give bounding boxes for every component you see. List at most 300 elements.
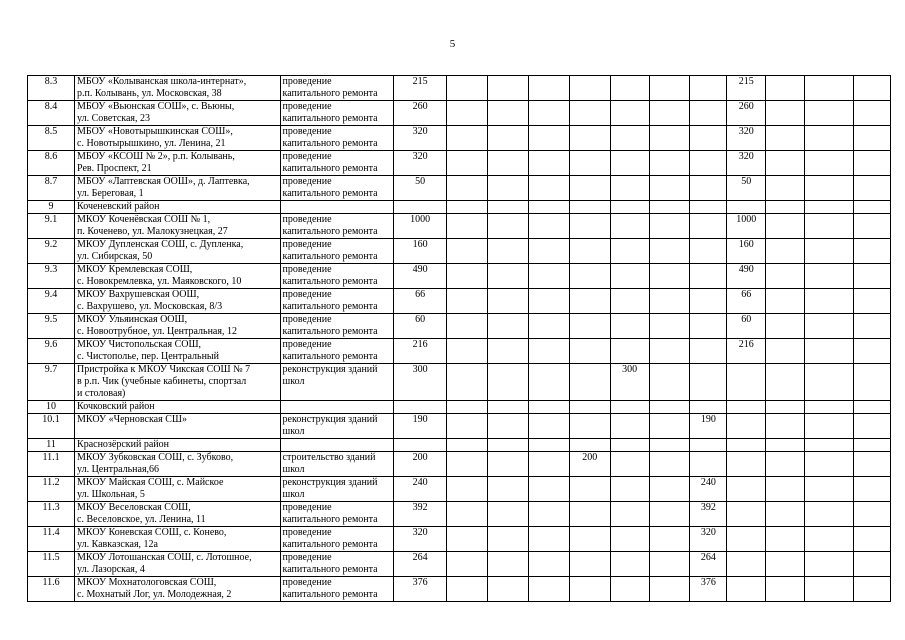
empty-cell	[649, 239, 690, 264]
empty-cell	[447, 289, 488, 314]
year-amount: 376	[690, 577, 727, 602]
total-amount: 1000	[394, 214, 447, 239]
empty-cell	[528, 126, 569, 151]
empty-cell	[690, 289, 727, 314]
work-type	[280, 176, 393, 201]
table-row	[28, 289, 891, 314]
empty-cell	[569, 214, 610, 239]
empty-cell	[854, 201, 891, 214]
row-number: 11.6	[28, 577, 75, 602]
year-amount: 216	[727, 339, 766, 364]
empty-cell	[649, 577, 690, 602]
empty-cell	[488, 339, 529, 364]
total-amount: 392	[394, 502, 447, 527]
object-name-line: Кочковский район	[77, 401, 155, 412]
empty-cell	[610, 126, 649, 151]
empty-cell	[804, 527, 853, 552]
total-amount: 376	[394, 577, 447, 602]
total-amount: 300	[394, 364, 447, 401]
object-name	[75, 477, 281, 502]
empty-cell	[854, 176, 891, 201]
empty-cell	[569, 577, 610, 602]
work-type-line: проведение	[282, 314, 332, 325]
empty-cell	[690, 239, 727, 264]
row-number: 8.6	[28, 151, 75, 176]
row-number: 10	[28, 401, 75, 414]
empty-cell	[804, 477, 853, 502]
row-number: 11	[28, 439, 75, 452]
empty-cell	[488, 126, 529, 151]
work-type-line: капитального ремонта	[282, 514, 378, 525]
object-name-line: ул. Центральная,66	[77, 464, 160, 475]
empty-cell	[447, 477, 488, 502]
empty-cell	[528, 527, 569, 552]
empty-cell	[690, 214, 727, 239]
object-name-line: в р.п. Чик (учебные кабинеты, спортзал	[77, 376, 247, 387]
object-name-line: с. Новокремлевка, ул. Маяковского, 10	[77, 276, 242, 287]
empty-cell	[766, 414, 805, 439]
object-name-line: МКОУ «Черновская СШ»	[77, 414, 187, 425]
year-amount: 320	[690, 527, 727, 552]
work-type-line: проведение	[282, 239, 332, 250]
work-type	[280, 76, 393, 101]
work-type-line: капитального ремонта	[282, 589, 378, 600]
year-amount: 240	[690, 477, 727, 502]
empty-cell	[528, 552, 569, 577]
empty-cell	[854, 289, 891, 314]
work-type	[280, 264, 393, 289]
work-type	[280, 289, 393, 314]
empty-cell	[766, 101, 805, 126]
empty-cell	[804, 414, 853, 439]
empty-cell	[766, 552, 805, 577]
empty-cell	[528, 101, 569, 126]
empty-cell	[854, 314, 891, 339]
empty-cell	[447, 126, 488, 151]
object-name-line: МБОУ «Колыванская школа-интернат»,	[77, 76, 247, 87]
empty-cell	[766, 264, 805, 289]
empty-cell	[447, 527, 488, 552]
empty-cell	[854, 151, 891, 176]
total-amount: 60	[394, 314, 447, 339]
empty-cell	[528, 477, 569, 502]
object-name-line: с. Мохнатый Лог, ул. Молодежная, 2	[77, 589, 232, 600]
empty-cell	[727, 577, 766, 602]
empty-cell	[649, 201, 690, 214]
empty-cell	[649, 126, 690, 151]
empty-cell	[727, 452, 766, 477]
empty-cell	[569, 201, 610, 214]
work-type	[280, 414, 393, 439]
object-name-line: и столовая)	[77, 388, 126, 399]
empty-cell	[649, 101, 690, 126]
empty-cell	[610, 339, 649, 364]
empty-cell	[690, 126, 727, 151]
empty-cell	[528, 364, 569, 401]
row-number: 9.1	[28, 214, 75, 239]
empty-cell	[649, 76, 690, 101]
year-amount: 200	[569, 452, 610, 477]
empty-cell	[488, 452, 529, 477]
table-body	[28, 76, 891, 602]
empty-cell	[649, 414, 690, 439]
object-name-line: МБОУ «Новотырышкинская СОШ»,	[77, 126, 233, 137]
object-name-line: МКОУ Зубковская СОШ, с. Зубково,	[77, 452, 234, 463]
table-row	[28, 452, 891, 477]
empty-cell	[854, 214, 891, 239]
empty-cell	[447, 264, 488, 289]
table-row	[28, 414, 891, 439]
empty-cell	[649, 502, 690, 527]
empty-cell	[447, 239, 488, 264]
year-amount: 1000	[727, 214, 766, 239]
empty-cell	[528, 214, 569, 239]
empty-cell	[766, 151, 805, 176]
object-name-line: с. Новотырышкино, ул. Ленина, 21	[77, 138, 226, 149]
work-type-line: проведение	[282, 502, 332, 513]
work-type-line: капитального ремонта	[282, 351, 378, 362]
district-name	[75, 439, 281, 452]
work-type	[280, 364, 393, 401]
work-type-line: проведение	[282, 126, 332, 137]
work-type-line: проведение	[282, 264, 332, 275]
table-row	[28, 176, 891, 201]
object-name-line: п. Коченево, ул. Малокузнецкая, 27	[77, 226, 228, 237]
work-type-line: проведение	[282, 101, 332, 112]
empty-cell	[488, 577, 529, 602]
empty-cell	[528, 439, 569, 452]
empty-cell	[488, 401, 529, 414]
table-row	[28, 151, 891, 176]
year-amount: 50	[727, 176, 766, 201]
year-amount: 190	[690, 414, 727, 439]
object-name	[75, 264, 281, 289]
empty-cell	[610, 314, 649, 339]
work-type	[280, 527, 393, 552]
empty-cell	[854, 502, 891, 527]
object-name-line: ул. Лазорская, 4	[77, 564, 145, 575]
empty-cell	[488, 264, 529, 289]
object-name	[75, 577, 281, 602]
empty-cell	[610, 439, 649, 452]
empty-cell	[569, 502, 610, 527]
object-name-line: МКОУ Лотошанская СОШ, с. Лотошное,	[77, 552, 252, 563]
empty-cell	[488, 76, 529, 101]
work-type	[280, 214, 393, 239]
row-number: 8.3	[28, 76, 75, 101]
table-row	[28, 214, 891, 239]
year-amount: 260	[727, 101, 766, 126]
empty-cell	[610, 414, 649, 439]
empty-cell	[727, 477, 766, 502]
empty-cell	[528, 314, 569, 339]
object-name-line: МКОУ Веселовская СОШ,	[77, 502, 191, 513]
object-name-line: МКОУ Коневская СОШ, с. Конево,	[77, 527, 227, 538]
empty-cell	[804, 214, 853, 239]
empty-cell	[447, 214, 488, 239]
empty-cell	[766, 577, 805, 602]
empty-cell	[528, 339, 569, 364]
empty-cell	[766, 439, 805, 452]
work-type-line: капитального ремонта	[282, 88, 378, 99]
empty-cell	[488, 314, 529, 339]
year-amount: 264	[690, 552, 727, 577]
work-type-line: школ	[282, 464, 305, 475]
total-amount: 66	[394, 289, 447, 314]
object-name-line: МКОУ Дупленская СОШ, с. Дупленка,	[77, 239, 244, 250]
object-name	[75, 527, 281, 552]
district-name	[75, 401, 281, 414]
empty-cell	[528, 577, 569, 602]
work-type-line: школ	[282, 489, 305, 500]
work-type-line: капитального ремонта	[282, 113, 378, 124]
empty-cell	[690, 401, 727, 414]
work-type-line: капитального ремонта	[282, 163, 378, 174]
empty-cell	[766, 527, 805, 552]
object-name	[75, 502, 281, 527]
empty-cell	[569, 76, 610, 101]
empty-cell	[766, 401, 805, 414]
row-number: 9.6	[28, 339, 75, 364]
object-name-line: МКОУ Вахрушевская ООШ,	[77, 289, 200, 300]
empty-cell	[280, 401, 393, 414]
empty-cell	[528, 502, 569, 527]
year-amount: 60	[727, 314, 766, 339]
empty-cell	[766, 289, 805, 314]
empty-cell	[727, 201, 766, 214]
object-name-line: с. Вахрушево, ул. Московская, 8/3	[77, 301, 223, 312]
empty-cell	[804, 452, 853, 477]
empty-cell	[610, 452, 649, 477]
empty-cell	[488, 289, 529, 314]
object-name-line: МБОУ «Лаптевская ООШ», д. Лаптевка,	[77, 176, 250, 187]
empty-cell	[854, 527, 891, 552]
table-row	[28, 364, 891, 401]
empty-cell	[447, 339, 488, 364]
empty-cell	[854, 264, 891, 289]
empty-cell	[447, 439, 488, 452]
work-type-line: проведение	[282, 176, 332, 187]
empty-cell	[610, 552, 649, 577]
empty-cell	[649, 289, 690, 314]
empty-cell	[528, 176, 569, 201]
empty-cell	[854, 552, 891, 577]
empty-cell	[804, 176, 853, 201]
empty-cell	[610, 239, 649, 264]
table-row	[28, 339, 891, 364]
empty-cell	[690, 314, 727, 339]
total-amount: 190	[394, 414, 447, 439]
row-number: 11.1	[28, 452, 75, 477]
object-name	[75, 339, 281, 364]
empty-cell	[854, 414, 891, 439]
year-amount: 160	[727, 239, 766, 264]
empty-cell	[610, 76, 649, 101]
empty-cell	[488, 527, 529, 552]
empty-cell	[610, 201, 649, 214]
empty-cell	[649, 401, 690, 414]
empty-cell	[804, 151, 853, 176]
empty-cell	[488, 176, 529, 201]
empty-cell	[804, 101, 853, 126]
empty-cell	[854, 439, 891, 452]
work-type-line: школ	[282, 376, 305, 387]
table-row	[28, 76, 891, 101]
object-name-line: Краснозёрский район	[77, 439, 169, 450]
table-row	[28, 126, 891, 151]
total-amount: 50	[394, 176, 447, 201]
work-type-line: проведение	[282, 151, 332, 162]
row-number: 10.1	[28, 414, 75, 439]
work-type	[280, 339, 393, 364]
work-type	[280, 314, 393, 339]
object-name-line: МКОУ Кремлевская СОШ,	[77, 264, 193, 275]
object-name	[75, 552, 281, 577]
object-name	[75, 176, 281, 201]
empty-cell	[854, 577, 891, 602]
empty-cell	[690, 201, 727, 214]
work-type-line: проведение	[282, 214, 332, 225]
table-row	[28, 552, 891, 577]
empty-cell	[727, 439, 766, 452]
empty-cell	[854, 339, 891, 364]
total-amount: 320	[394, 151, 447, 176]
page-number: 5	[449, 38, 456, 50]
total-amount: 320	[394, 527, 447, 552]
object-name-line: МКОУ Ульяинская ООШ,	[77, 314, 188, 325]
work-type-line: проведение	[282, 552, 332, 563]
table-row	[28, 577, 891, 602]
work-type	[280, 577, 393, 602]
total-amount: 215	[394, 76, 447, 101]
empty-cell	[690, 151, 727, 176]
empty-cell	[447, 201, 488, 214]
empty-cell	[727, 401, 766, 414]
row-number: 9	[28, 201, 75, 214]
row-number: 11.5	[28, 552, 75, 577]
work-type-line: капитального ремонта	[282, 301, 378, 312]
total-amount: 216	[394, 339, 447, 364]
empty-cell	[766, 502, 805, 527]
empty-cell	[569, 339, 610, 364]
object-name-line: МКОУ Коченёвская СОШ № 1,	[77, 214, 211, 225]
object-name	[75, 101, 281, 126]
empty-cell	[690, 452, 727, 477]
empty-cell	[569, 239, 610, 264]
empty-cell	[569, 364, 610, 401]
work-type	[280, 151, 393, 176]
empty-cell	[727, 414, 766, 439]
object-name-line: МКОУ Мохнатологовская СОШ,	[77, 577, 217, 588]
empty-cell	[569, 101, 610, 126]
work-type-line: реконструкция зданий	[282, 364, 378, 375]
empty-cell	[280, 439, 393, 452]
empty-cell	[804, 439, 853, 452]
empty-cell	[610, 502, 649, 527]
district-name	[75, 201, 281, 214]
table-row	[28, 239, 891, 264]
empty-cell	[804, 239, 853, 264]
table-row	[28, 101, 891, 126]
empty-cell	[280, 201, 393, 214]
year-amount: 215	[727, 76, 766, 101]
empty-cell	[610, 264, 649, 289]
empty-cell	[854, 126, 891, 151]
object-name-line: ул. Кавказская, 12а	[77, 539, 158, 550]
empty-cell	[447, 502, 488, 527]
object-name-line: МКОУ Чистопольская СОШ,	[77, 339, 202, 350]
work-type	[280, 452, 393, 477]
empty-cell	[569, 176, 610, 201]
empty-cell	[488, 151, 529, 176]
empty-cell	[649, 552, 690, 577]
empty-cell	[610, 214, 649, 239]
object-name	[75, 214, 281, 239]
object-name	[75, 289, 281, 314]
empty-cell	[528, 289, 569, 314]
empty-cell	[804, 401, 853, 414]
empty-cell	[766, 176, 805, 201]
total-amount: 490	[394, 264, 447, 289]
work-type	[280, 126, 393, 151]
empty-cell	[610, 401, 649, 414]
work-type	[280, 502, 393, 527]
object-name-line: ул. Советская, 23	[77, 113, 151, 124]
empty-cell	[528, 201, 569, 214]
empty-cell	[447, 314, 488, 339]
table-row	[28, 264, 891, 289]
empty-cell	[854, 477, 891, 502]
empty-cell	[649, 151, 690, 176]
empty-cell	[528, 414, 569, 439]
empty-cell	[610, 527, 649, 552]
empty-cell	[766, 452, 805, 477]
empty-cell	[569, 264, 610, 289]
object-name-line: МКОУ Майская СОШ, с. Майское	[77, 477, 224, 488]
empty-cell	[690, 439, 727, 452]
empty-cell	[649, 314, 690, 339]
empty-cell	[610, 101, 649, 126]
empty-cell	[488, 552, 529, 577]
row-number: 11.4	[28, 527, 75, 552]
empty-cell	[447, 577, 488, 602]
empty-cell	[394, 401, 447, 414]
work-type	[280, 552, 393, 577]
empty-cell	[766, 477, 805, 502]
object-name-line: р.п. Колывань, ул. Московская, 38	[77, 88, 222, 99]
object-name-line: с. Новоотрубное, ул. Центральная, 12	[77, 326, 237, 337]
empty-cell	[766, 364, 805, 401]
empty-cell	[528, 264, 569, 289]
empty-cell	[804, 201, 853, 214]
empty-cell	[447, 364, 488, 401]
empty-cell	[569, 401, 610, 414]
year-amount: 66	[727, 289, 766, 314]
empty-cell	[804, 552, 853, 577]
empty-cell	[447, 552, 488, 577]
empty-cell	[804, 126, 853, 151]
empty-cell	[447, 452, 488, 477]
empty-cell	[727, 502, 766, 527]
empty-cell	[610, 477, 649, 502]
empty-cell	[528, 151, 569, 176]
empty-cell	[569, 552, 610, 577]
empty-cell	[488, 414, 529, 439]
object-name-line: ул. Школьная, 5	[77, 489, 145, 500]
empty-cell	[569, 414, 610, 439]
empty-cell	[447, 151, 488, 176]
work-type-line: проведение	[282, 339, 332, 350]
